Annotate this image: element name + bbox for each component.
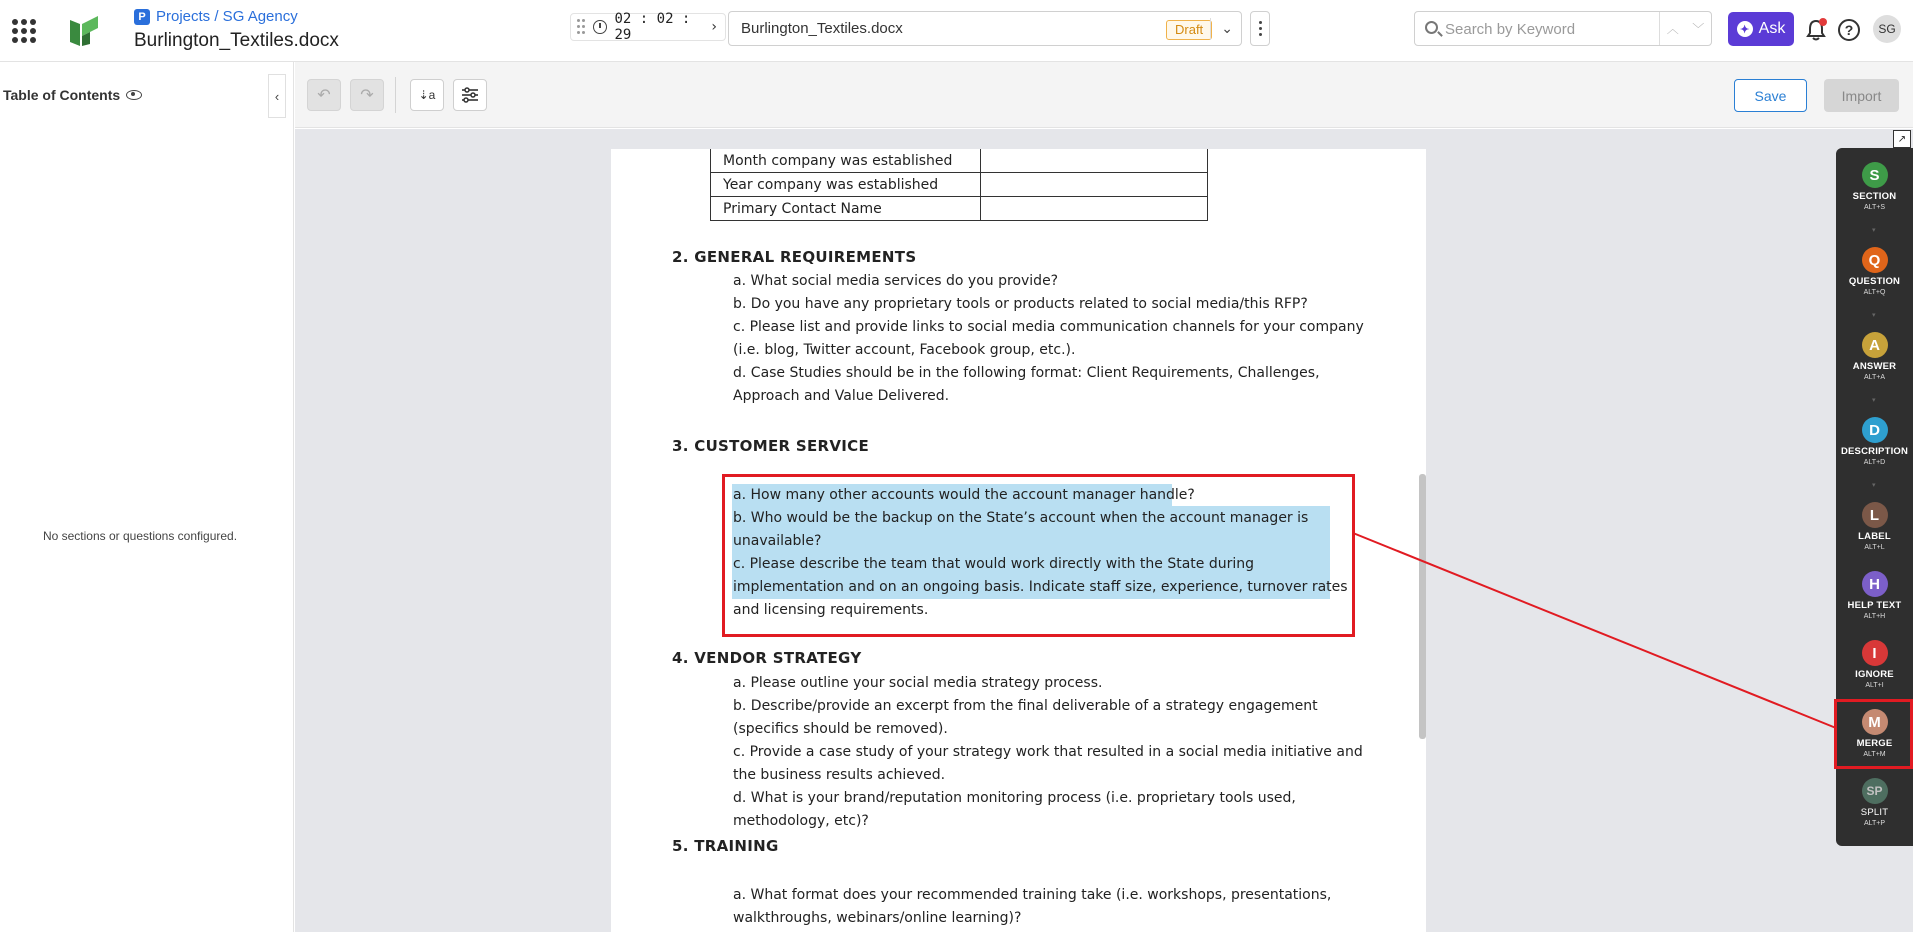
question-line: d. What is your brand/reputation monitoring process (i.e. proprietary tools used, bbox=[733, 790, 1296, 806]
question-line: d. Case Studies should be in the following format: Client Requirements, Challenges, bbox=[733, 365, 1320, 381]
chevron-right-icon[interactable]: › bbox=[711, 19, 717, 35]
question-line[interactable]: c. Please describe the team that would work directly with the State during bbox=[733, 556, 1254, 572]
app-launcher-icon[interactable] bbox=[10, 17, 38, 45]
tag-shortcut: ALT+S bbox=[1863, 204, 1886, 211]
avatar[interactable]: SG bbox=[1873, 15, 1901, 43]
question-line: Approach and Value Delivered. bbox=[733, 388, 950, 404]
question-line: (i.e. blog, Twitter account, Facebook group, etc.). bbox=[733, 342, 1076, 358]
tag-circle: Q bbox=[1862, 247, 1888, 273]
table-row bbox=[711, 173, 1208, 197]
selection-annotation-box bbox=[722, 474, 1355, 637]
toolbar-divider bbox=[395, 77, 396, 113]
tag-help-text-button[interactable] bbox=[1836, 571, 1913, 620]
question-line: methodology, etc)? bbox=[733, 813, 869, 829]
page-title: Burlington_Textiles.docx bbox=[134, 30, 339, 51]
question-line: the business results achieved. bbox=[733, 767, 946, 783]
text-transform-icon[interactable]: ⇣a bbox=[410, 79, 444, 111]
tag-circle: M bbox=[1862, 709, 1888, 735]
question-line[interactable]: and licensing requirements. bbox=[733, 602, 929, 618]
company-info-table bbox=[710, 149, 1208, 221]
more-options-button[interactable] bbox=[1250, 11, 1270, 46]
tag-separator: ▾ bbox=[1872, 227, 1876, 234]
sliders-icon bbox=[461, 87, 479, 103]
table-cell: Year company was established bbox=[711, 173, 981, 197]
tag-label: QUESTION bbox=[1848, 276, 1901, 287]
section-heading: 3. CUSTOMER SERVICE bbox=[672, 437, 870, 455]
toc-empty-message: No sections or questions configured. bbox=[42, 529, 238, 543]
document-select-value: Burlington_Textiles.docx bbox=[741, 20, 903, 37]
question-line: (specifics should be removed). bbox=[733, 721, 948, 737]
tag-description-button[interactable] bbox=[1836, 417, 1913, 466]
import-button[interactable]: Import bbox=[1824, 79, 1899, 112]
breadcrumb[interactable] bbox=[134, 8, 298, 25]
ask-icon: ✦ bbox=[1737, 21, 1753, 37]
table-cell bbox=[981, 149, 1208, 173]
tag-question-button[interactable] bbox=[1836, 247, 1913, 296]
tag-ignore-button[interactable] bbox=[1836, 640, 1913, 689]
tag-shortcut: ALT+D bbox=[1863, 459, 1886, 466]
question-line: c. Please list and provide links to social media communication channels for your company bbox=[733, 319, 1364, 335]
section-heading: 5. TRAINING bbox=[672, 837, 779, 855]
merge-annotation-box bbox=[1834, 699, 1913, 769]
question-line: a. What social media services do you provide? bbox=[733, 273, 1059, 289]
question-line[interactable]: implementation and on an ongoing basis. Indicate staff size, experience, turnover rates bbox=[733, 579, 1348, 595]
section-heading: 4. VENDOR STRATEGY bbox=[672, 649, 862, 667]
tag-label: MERGE bbox=[1856, 738, 1893, 749]
tag-label: SECTION bbox=[1852, 191, 1897, 202]
chevron-down-icon[interactable]: ﹀ bbox=[1692, 22, 1705, 36]
divider bbox=[1210, 18, 1211, 40]
popout-icon[interactable]: ↗ bbox=[1893, 130, 1911, 148]
redo-button[interactable]: ↷ bbox=[350, 79, 384, 111]
table-cell bbox=[981, 173, 1208, 197]
question-line[interactable]: b. Who would be the backup on the State’s account when the account manager is bbox=[733, 510, 1309, 526]
scrollbar-thumb[interactable] bbox=[1419, 474, 1426, 739]
tag-label: IGNORE bbox=[1855, 669, 1894, 680]
tag-label: HELP TEXT bbox=[1847, 600, 1902, 611]
drag-handle-icon[interactable] bbox=[577, 19, 585, 35]
tag-circle: L bbox=[1862, 502, 1888, 528]
question-line: b. Do you have any proprietary tools or products related to social media/this RFP? bbox=[733, 296, 1308, 312]
eye-icon[interactable] bbox=[126, 90, 142, 100]
tag-shortcut: ALT+Q bbox=[1863, 289, 1886, 296]
ask-button[interactable] bbox=[1728, 12, 1794, 46]
table-of-contents-panel bbox=[0, 62, 294, 932]
table-cell: Primary Contact Name bbox=[711, 197, 981, 221]
tag-answer-button[interactable] bbox=[1836, 332, 1913, 381]
section-heading: 2. GENERAL REQUIREMENTS bbox=[672, 248, 917, 266]
search-box bbox=[1414, 11, 1712, 46]
tag-shortcut: ALT+A bbox=[1863, 374, 1886, 381]
toc-heading bbox=[3, 87, 142, 103]
tag-circle: D bbox=[1862, 417, 1888, 443]
question-line: walkthroughs, webinars/online learning)? bbox=[733, 910, 1022, 926]
project-icon: P bbox=[134, 9, 150, 25]
chevron-down-icon[interactable]: ⌄ bbox=[1221, 20, 1233, 36]
collapse-panel-button[interactable]: ‹ bbox=[268, 74, 286, 118]
document-viewer bbox=[295, 129, 1913, 932]
tag-shortcut: ALT+P bbox=[1863, 820, 1886, 827]
question-line: c. Provide a case study of your strategy work that resulted in a social media initiative and bbox=[733, 744, 1363, 760]
tag-circle: H bbox=[1862, 571, 1888, 597]
editor-toolbar bbox=[295, 62, 1913, 128]
tag-separator: ▾ bbox=[1872, 482, 1876, 489]
tag-circle: SP bbox=[1862, 778, 1888, 804]
logo-icon bbox=[68, 14, 100, 48]
question-line: a. What format does your recommended training take (i.e. workshops, presentations, bbox=[733, 887, 1332, 903]
tag-section-button[interactable] bbox=[1836, 162, 1913, 211]
toc-title: Table of Contents bbox=[3, 87, 121, 103]
tag-circle: S bbox=[1862, 162, 1888, 188]
search-input[interactable] bbox=[1445, 18, 1665, 40]
search-icon bbox=[1425, 21, 1438, 34]
search-nav bbox=[1659, 12, 1711, 45]
ask-label: Ask bbox=[1758, 20, 1786, 37]
tag-shortcut: ALT+H bbox=[1863, 613, 1886, 620]
help-icon[interactable]: ? bbox=[1838, 19, 1860, 41]
status-badge: Draft bbox=[1166, 20, 1212, 40]
timer-value: 02 : 02 : 29 bbox=[614, 11, 691, 43]
tag-circle: A bbox=[1862, 332, 1888, 358]
undo-button[interactable]: ↶ bbox=[307, 79, 341, 111]
tag-shortcut: ALT+I bbox=[1865, 682, 1884, 689]
chevron-up-icon[interactable]: ︿ bbox=[1666, 22, 1679, 36]
question-line: b. Describe/provide an excerpt from the final deliverable of a strategy engagement bbox=[733, 698, 1318, 714]
save-button[interactable]: Save bbox=[1734, 79, 1807, 112]
table-cell bbox=[981, 197, 1208, 221]
tag-label-button[interactable] bbox=[1836, 502, 1913, 551]
clock-icon bbox=[593, 20, 607, 34]
tag-label: ANSWER bbox=[1852, 361, 1897, 372]
question-line[interactable]: unavailable? bbox=[733, 533, 822, 549]
tag-label: DESCRIPTION bbox=[1840, 446, 1909, 457]
tag-shortcut: ALT+L bbox=[1864, 544, 1885, 551]
tag-separator: ▾ bbox=[1872, 312, 1876, 319]
breadcrumb-text[interactable]: Projects / SG Agency bbox=[156, 8, 298, 25]
tag-shortcut: ALT+M bbox=[1863, 751, 1886, 758]
timer-widget bbox=[570, 13, 726, 41]
tag-label: SPLIT bbox=[1860, 807, 1889, 818]
settings-sliders-icon[interactable] bbox=[453, 79, 487, 111]
tag-split-button[interactable] bbox=[1836, 778, 1913, 827]
top-bar bbox=[0, 0, 1913, 62]
table-cell: Month company was established bbox=[711, 149, 981, 173]
tag-circle: I bbox=[1862, 640, 1888, 666]
tag-label: LABEL bbox=[1858, 531, 1891, 542]
question-line: a. Please outline your social media strategy process. bbox=[733, 675, 1103, 691]
document-page[interactable] bbox=[611, 149, 1426, 932]
table-row bbox=[711, 149, 1208, 173]
table-row bbox=[711, 197, 1208, 221]
tag-separator: ▾ bbox=[1872, 397, 1876, 404]
document-select[interactable] bbox=[728, 11, 1242, 46]
notification-bell-icon[interactable] bbox=[1805, 18, 1827, 42]
question-line[interactable]: a. How many other accounts would the account manager handle? bbox=[733, 487, 1195, 503]
